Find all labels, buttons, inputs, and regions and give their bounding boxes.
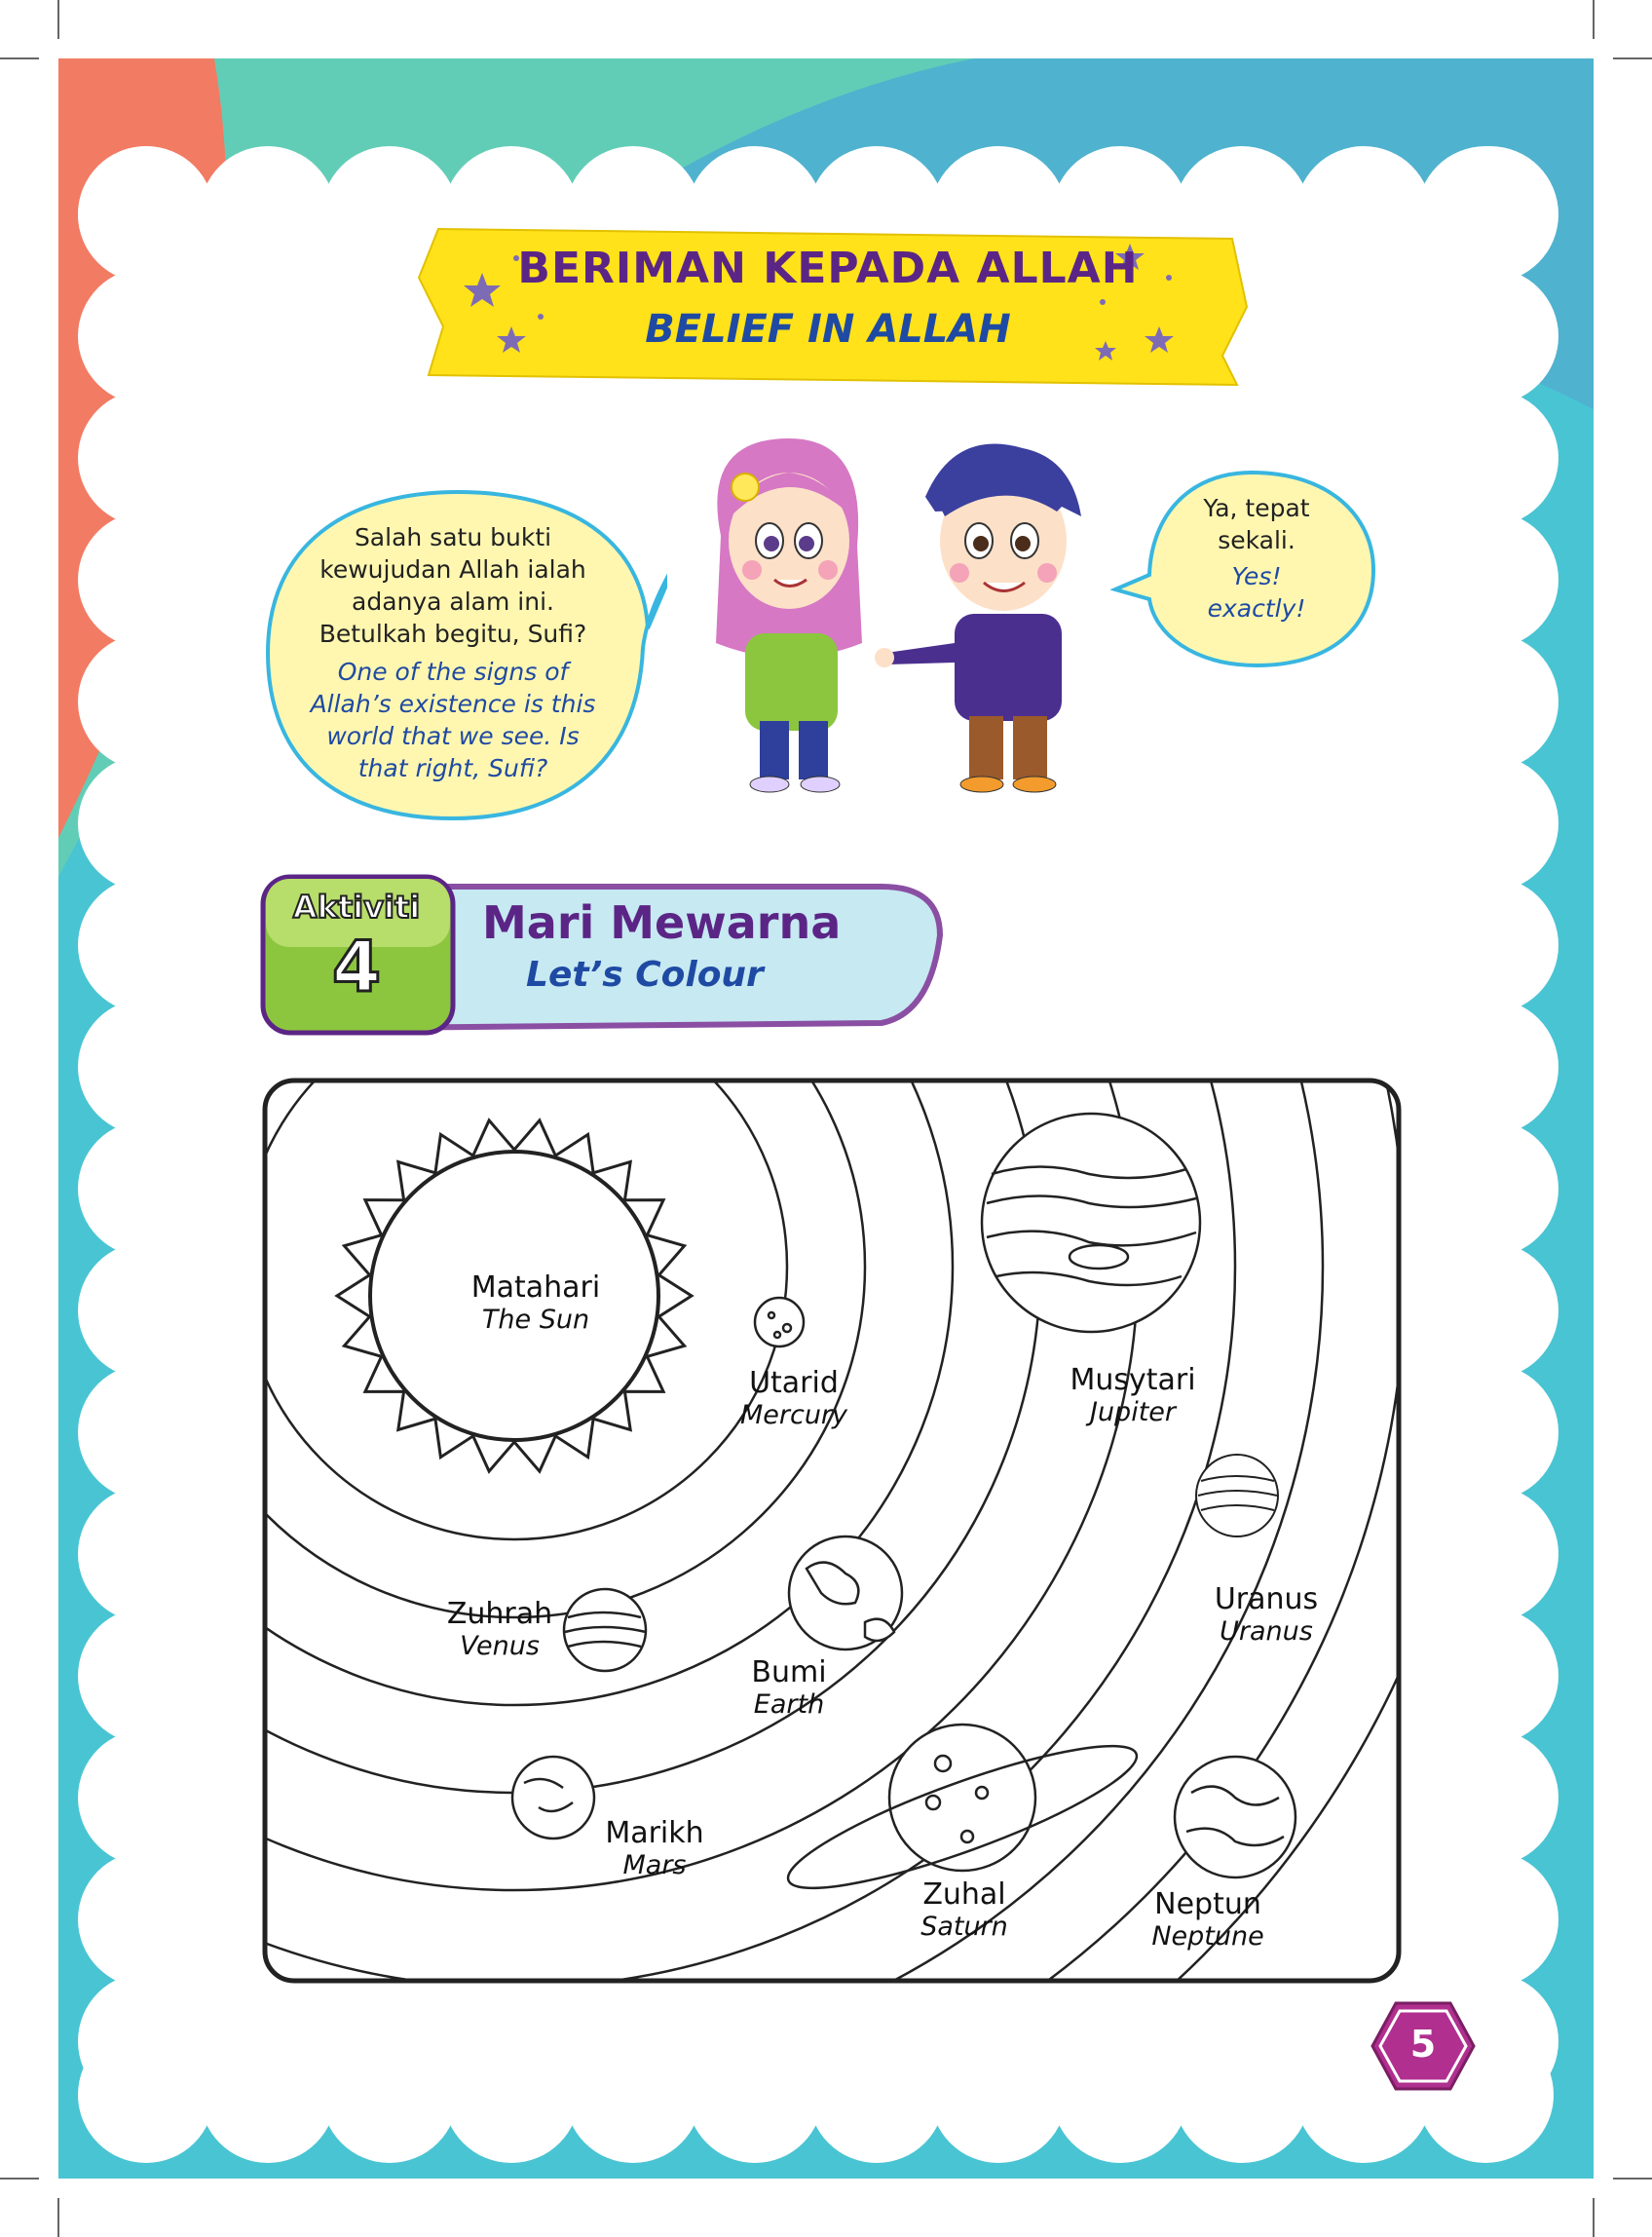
bubble-right-malay-1: Ya, tepat — [1203, 494, 1310, 522]
bubble-right-english-2: exactly! — [1207, 594, 1306, 623]
label-neptune — [1130, 1888, 1286, 1953]
jupiter-drawing — [982, 1114, 1200, 1332]
activity-title-malay: Mari Mewarna — [482, 896, 842, 949]
bubble-left-malay-3: adanya alam ini. — [352, 588, 554, 616]
bubble-left-malay-1: Salah satu bukti — [354, 523, 552, 551]
girl-character — [716, 438, 862, 792]
label-earth-malay: Bumi — [751, 1655, 827, 1689]
solar-system-colouring-frame — [261, 1077, 1403, 1985]
label-jupiter-malay: Musytari — [1070, 1363, 1196, 1397]
label-sun-malay: Matahari — [470, 1270, 601, 1305]
label-jupiter-english: Jupiter — [1089, 1397, 1176, 1427]
label-earth-english: Earth — [753, 1689, 825, 1720]
label-mercury — [716, 1367, 872, 1431]
label-mars-malay: Marikh — [605, 1816, 704, 1850]
bubble-left-malay-2: kewujudan Allah ialah — [319, 555, 586, 584]
label-mercury-english: Mercury — [739, 1400, 848, 1430]
label-mars — [577, 1817, 732, 1881]
bubble-right-malay-2: sekali. — [1218, 526, 1295, 554]
bubble-left-text — [287, 521, 619, 784]
bubble-left-english-3: world that we see. Is — [326, 722, 580, 750]
bubble-left-english-1: One of the signs of — [337, 658, 569, 686]
label-mercury-malay: Utarid — [749, 1366, 839, 1400]
label-uranus-english: Uranus — [1220, 1616, 1313, 1647]
label-earth — [711, 1656, 867, 1721]
label-sun-english: The Sun — [481, 1305, 590, 1335]
activity-number: 4 — [331, 926, 382, 1007]
cartoon-children-illustration — [662, 419, 1120, 828]
neptune-drawing — [1175, 1757, 1295, 1877]
label-uranus — [1188, 1583, 1344, 1648]
bubble-left-english-4: that right, Sufi? — [357, 754, 548, 782]
label-venus-english: Venus — [460, 1631, 540, 1661]
page-number: 5 — [1409, 2023, 1437, 2066]
activity-label: Aktiviti — [292, 889, 421, 926]
label-mars-english: Mars — [622, 1850, 687, 1880]
label-neptune-malay: Neptun — [1154, 1887, 1261, 1921]
label-jupiter — [1055, 1364, 1211, 1428]
earth-drawing — [789, 1536, 902, 1649]
banner-title-english: BELIEF IN ALLAH — [645, 307, 1011, 352]
uranus-drawing — [1196, 1455, 1278, 1536]
mercury-drawing — [755, 1298, 804, 1346]
bubble-right-text — [1149, 492, 1364, 625]
label-venus — [422, 1598, 578, 1662]
bubble-left-malay-4: Betulkah begitu, Sufi? — [319, 620, 587, 648]
bubble-right-english-1: Yes! — [1231, 562, 1282, 590]
activity-title-english: Let’s Colour — [526, 955, 764, 995]
label-uranus-malay: Uranus — [1214, 1582, 1319, 1616]
label-saturn-malay: Zuhal — [922, 1877, 1006, 1912]
boy-character — [875, 444, 1081, 792]
bubble-left-english-2: Allah’s existence is this — [310, 690, 596, 718]
label-saturn-english: Saturn — [920, 1912, 1008, 1942]
label-venus-malay: Zuhrah — [446, 1597, 553, 1631]
label-neptune-english: Neptune — [1151, 1921, 1264, 1952]
banner-title-malay: BERIMAN KEPADA ALLAH — [517, 244, 1139, 293]
label-saturn — [886, 1878, 1042, 1943]
label-sun — [409, 1271, 662, 1336]
